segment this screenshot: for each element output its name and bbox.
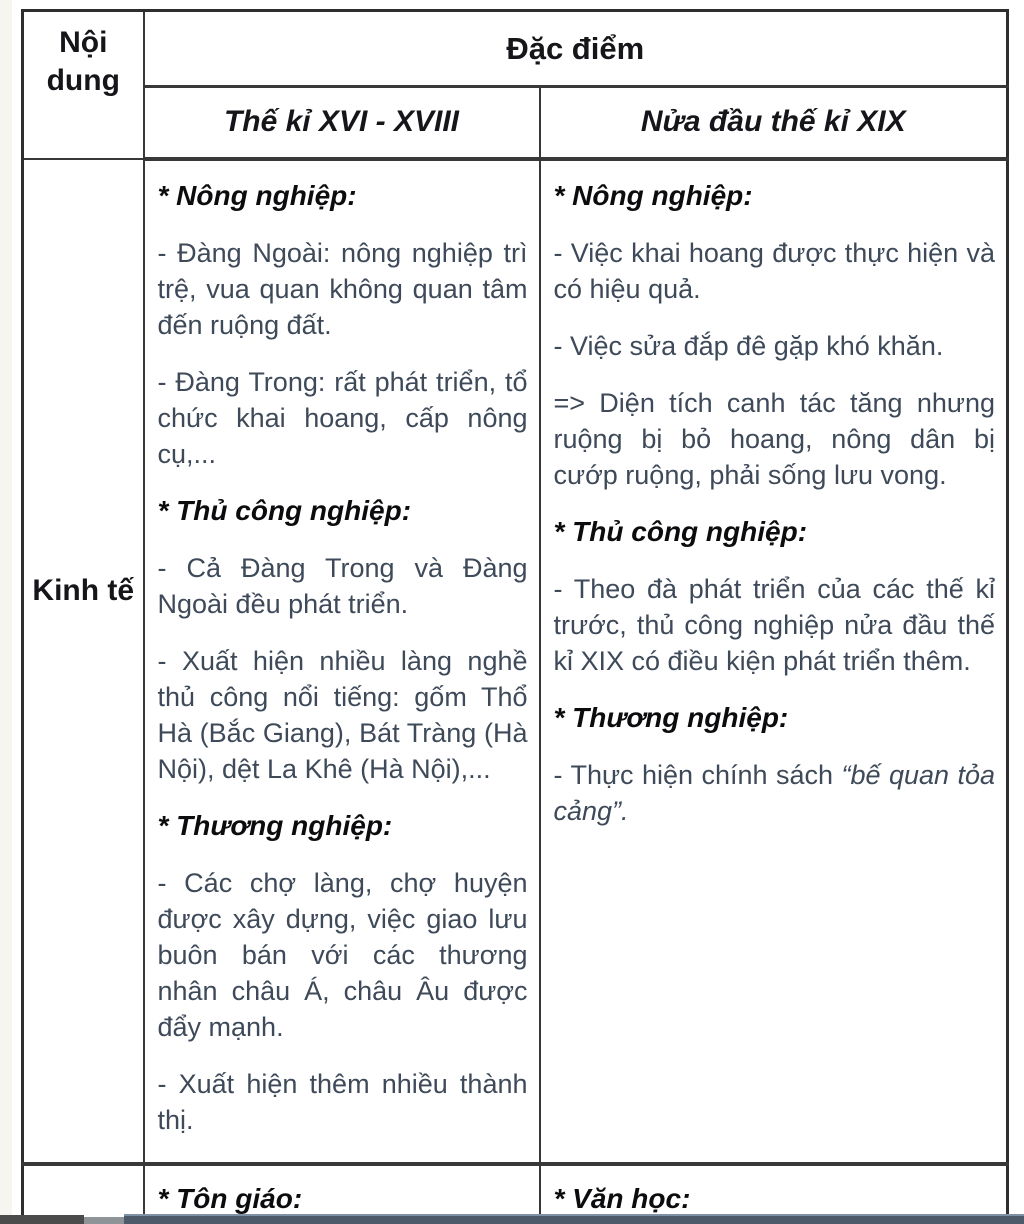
paragraph-text: - Việc khai hoang được thực hiện và có hiệu quả. <box>553 237 995 304</box>
paragraph-text: * Nông nghiệp: <box>157 179 357 211</box>
header-cell-noi-dung: Nội dung <box>23 11 144 159</box>
cell-16th-18th-century <box>144 159 540 1164</box>
paragraph <box>158 364 528 472</box>
paragraph-text: - Cả Đàng Trong và Đàng Ngoài đều phát triển. <box>157 552 528 619</box>
paragraph <box>158 1066 528 1138</box>
paragraph-text: - Đàng Ngoài: nông nghiệp trì trệ, vua quan không quan tâm đến ruộng đất. <box>157 237 528 340</box>
paragraph-text: * Thủ công nghiệp: <box>553 515 808 547</box>
paragraph-text: - Xuất hiện thêm nhiều thành thị. <box>157 1068 528 1135</box>
table-header <box>23 11 1008 159</box>
paragraph <box>554 328 996 364</box>
subheader-cell-early-19th-century: Nửa đầu thế kỉ XIX <box>540 87 1008 159</box>
row-label-cell: Kinh tế <box>23 159 144 1164</box>
paragraph-text: * Nông nghiệp: <box>553 179 753 211</box>
paragraph-text: => Diện tích canh tác tăng nhưng ruộng bị bỏ hoang, nông dân bị cướp ruộng, phải sống lưu vong. <box>553 387 995 490</box>
table-body <box>23 159 1008 1224</box>
cell-early-19th-century <box>540 159 1008 1164</box>
section-heading <box>554 178 996 214</box>
cropped-band-segment <box>124 1214 1024 1224</box>
history-comparison-table <box>21 9 1009 1224</box>
section-heading <box>554 700 996 736</box>
paragraph <box>554 757 996 829</box>
paragraph <box>554 235 996 307</box>
paragraph-text: * Văn học: <box>553 1182 691 1214</box>
paragraph-text: * Thương nghiệp: <box>553 701 789 733</box>
cropped-band-segment <box>0 1215 84 1224</box>
paragraph-text: - Thực hiện chính sách <box>553 759 842 790</box>
cropped-band-segment <box>84 1217 124 1224</box>
paragraph <box>554 385 996 493</box>
section-heading <box>554 514 996 550</box>
paragraph-text: - Các chợ làng, chợ huyện được xây dựng, việc giao lưu buôn bán với các thương nhân châu Á, châu Âu được đẩy mạnh. <box>157 867 528 1042</box>
paragraph-text: - Việc sửa đắp đê gặp khó khăn. <box>553 330 944 361</box>
section-heading <box>158 808 528 844</box>
paragraph-text: * Thương nghiệp: <box>157 809 393 841</box>
page-margin-strip <box>0 0 12 1224</box>
paragraph-text: - Đàng Trong: rất phát triển, tổ chức khai hoang, cấp nông cụ,... <box>157 366 528 469</box>
section-heading <box>158 178 528 214</box>
section-heading <box>158 1181 528 1217</box>
header-cell-dac-diem: Đặc điểm <box>144 11 1008 87</box>
paragraph <box>158 643 528 787</box>
subheader-cell-16th-18th-century: Thế kỉ XVI - XVIII <box>144 87 540 159</box>
paragraph <box>554 571 996 679</box>
paragraph-text: - Xuất hiện nhiều làng nghề thủ công nổi tiếng: gốm Thổ Hà (Bắc Giang), Bát Tràng (Hà Nội), dệt La Khê (Hà Nội),... <box>157 645 528 784</box>
table-row <box>23 159 1008 1164</box>
cropped-bottom-band <box>0 1214 1024 1224</box>
quoted-policy-text: “bế quan tỏa cảng”. <box>553 759 995 826</box>
section-heading <box>158 493 528 529</box>
paragraph-text: * Tôn giáo: <box>157 1182 303 1214</box>
paragraph-text: - Theo đà phát triển của các thế kỉ trước, thủ công nghiệp nửa đầu thế kỉ XIX có điều kiện phát triển thêm. <box>553 573 995 676</box>
section-heading <box>554 1181 996 1217</box>
header-row <box>23 11 1008 87</box>
paragraph <box>158 550 528 622</box>
paragraph-text: * Thủ công nghiệp: <box>157 494 412 526</box>
paragraph <box>158 235 528 343</box>
paragraph <box>158 865 528 1045</box>
subheader-row <box>23 87 1008 159</box>
